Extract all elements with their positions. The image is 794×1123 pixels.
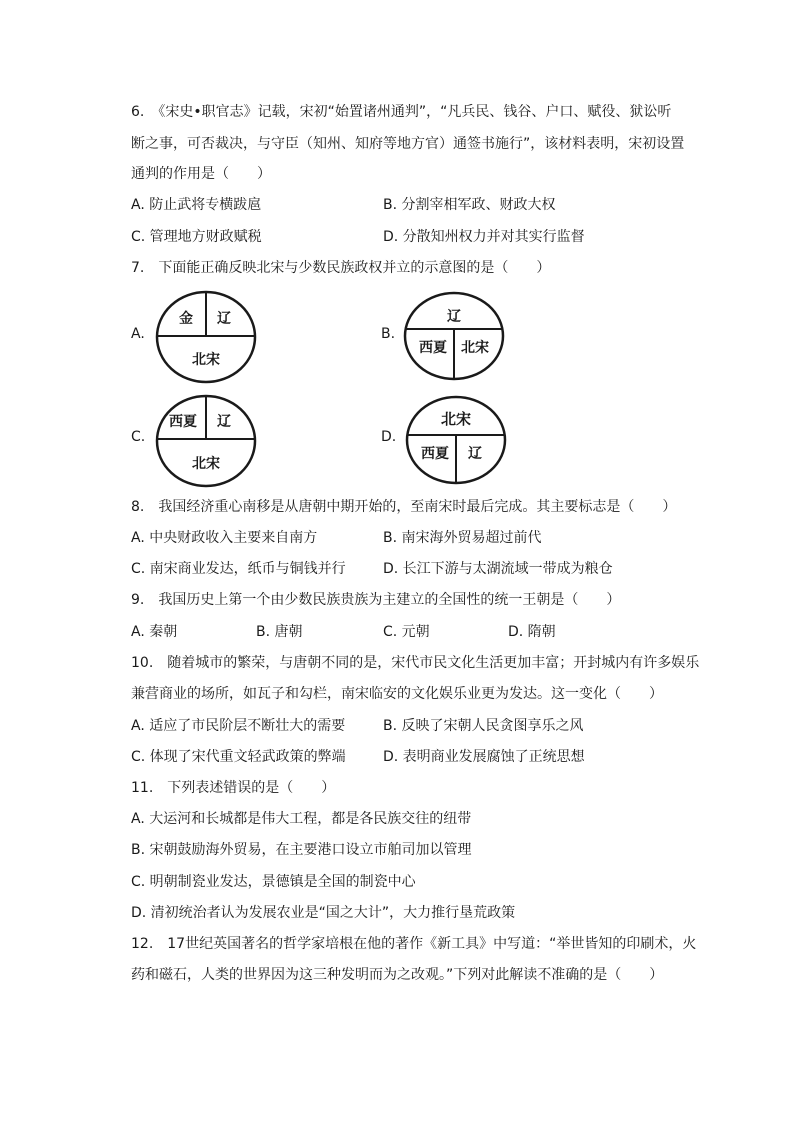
q7-diagram-b[interactable] xyxy=(402,290,506,382)
q7-option-c-label: C. xyxy=(131,429,146,445)
q9-option-d[interactable]: D. 隋朝 xyxy=(508,624,556,640)
q9-option-c[interactable]: C. 元朝 xyxy=(383,624,430,640)
q7-diagram-c[interactable] xyxy=(154,393,258,489)
q10-option-d[interactable]: D. 表明商业发展腐蚀了正统思想 xyxy=(383,749,585,765)
q12-stem-line1: 12. 17世纪英国著名的哲学家培根在他的著作《新工具》中写道：“举世皆知的印刷术，火 xyxy=(131,936,697,952)
q7-a-top-left: 金 xyxy=(179,311,193,327)
q11-option-d[interactable]: D. 清初统治者认为发展农业是“国之大计”，大力推行垦荒政策 xyxy=(131,905,516,921)
q7-option-b-label: B. xyxy=(381,326,396,342)
q11-stem-line1: 11. 下列表述错误的是（ ） xyxy=(131,780,336,796)
q8-option-b[interactable]: B. 南宋海外贸易超过前代 xyxy=(383,530,542,546)
q8-option-c[interactable]: C. 南宋商业发达，纸币与铜钱并行 xyxy=(131,561,346,577)
q7-b-bottom-left: 西夏 xyxy=(419,340,447,356)
q6-option-b[interactable]: B. 分割宰相军政、财政大权 xyxy=(383,197,556,213)
q7-b-top: 辽 xyxy=(447,309,461,325)
q7-d-bottom-left: 西夏 xyxy=(421,446,449,462)
q7-option-a-label: A. xyxy=(131,326,145,342)
q7-b-bottom-right: 北宋 xyxy=(461,340,489,356)
q8-option-d[interactable]: D. 长江下游与太湖流域一带成为粮仓 xyxy=(383,561,613,577)
q6-stem-line2: 断之事，可否裁决，与守臣（知州、知府等地方官）通签书施行”，该材料表明，宋初设置 xyxy=(131,136,685,152)
q10-stem-line1: 10. 随着城市的繁荣，与唐朝不同的是，宋代市民文化生活更加丰富；开封城内有许多娱乐 xyxy=(131,655,700,671)
q11-option-b[interactable]: B. 宋朝鼓励海外贸易，在主要港口设立市舶司加以管理 xyxy=(131,842,472,858)
q11-option-a[interactable]: A. 大运河和长城都是伟大工程，都是各民族交往的纽带 xyxy=(131,811,472,827)
q10-option-c[interactable]: C. 体现了宋代重文轻武政策的弊端 xyxy=(131,749,346,765)
q7-diagram-a[interactable] xyxy=(154,289,258,385)
q7-d-bottom-right: 辽 xyxy=(468,446,482,462)
q7-diagram-d[interactable] xyxy=(404,394,508,486)
q7-c-bottom: 北宋 xyxy=(192,456,220,472)
q7-c-top-right: 辽 xyxy=(217,414,231,430)
q7-stem-line1: 7. 下面能正确反映北宋与少数民族政权并立的示意图的是（ ） xyxy=(131,260,551,276)
q6-stem-line1: 6. 《宋史•职官志》记载，宋初“始置诸州通判”，“凡兵民、钱谷、户口、赋役、狱讼听 xyxy=(131,104,672,120)
q7-a-bottom: 北宋 xyxy=(192,352,220,368)
q10-option-a[interactable]: A. 适应了市民阶层不断壮大的需要 xyxy=(131,718,346,734)
q8-stem-line1: 8. 我国经济重心南移是从唐朝中期开始的，至南宋时最后完成。其主要标志是（ ） xyxy=(131,499,677,515)
q12-stem-line2: 药和磁石，人类的世界因为这三种发明而为之改观。”下列对此解读不准确的是（ ） xyxy=(131,967,664,983)
q9-option-b[interactable]: B. 唐朝 xyxy=(256,624,303,640)
q10-option-b[interactable]: B. 反映了宋朝人民贪图享乐之风 xyxy=(383,718,584,734)
q6-option-c[interactable]: C. 管理地方财政赋税 xyxy=(131,229,262,245)
q7-a-top-right: 辽 xyxy=(217,311,231,327)
q7-d-top: 北宋 xyxy=(440,410,472,428)
q9-option-a[interactable]: A. 秦朝 xyxy=(131,624,178,640)
q11-option-c[interactable]: C. 明朝制瓷业发达，景德镇是全国的制瓷中心 xyxy=(131,874,416,890)
q7-option-d-label: D. xyxy=(381,429,397,445)
q6-option-a[interactable]: A. 防止武将专横跋扈 xyxy=(131,197,262,213)
q10-stem-line2: 兼营商业的场所，如瓦子和勾栏，南宋临安的文化娱乐业更为发达。这一变化（ ） xyxy=(131,686,663,702)
q6-stem-line3: 通判的作用是（ ） xyxy=(131,166,271,182)
q7-c-top-left: 西夏 xyxy=(169,414,197,430)
q9-stem-line1: 9. 我国历史上第一个由少数民族贵族为主建立的全国性的统一王朝是（ ） xyxy=(131,592,621,608)
q6-option-d[interactable]: D. 分散知州权力并对其实行监督 xyxy=(383,229,585,245)
q8-option-a[interactable]: A. 中央财政收入主要来自南方 xyxy=(131,530,318,546)
